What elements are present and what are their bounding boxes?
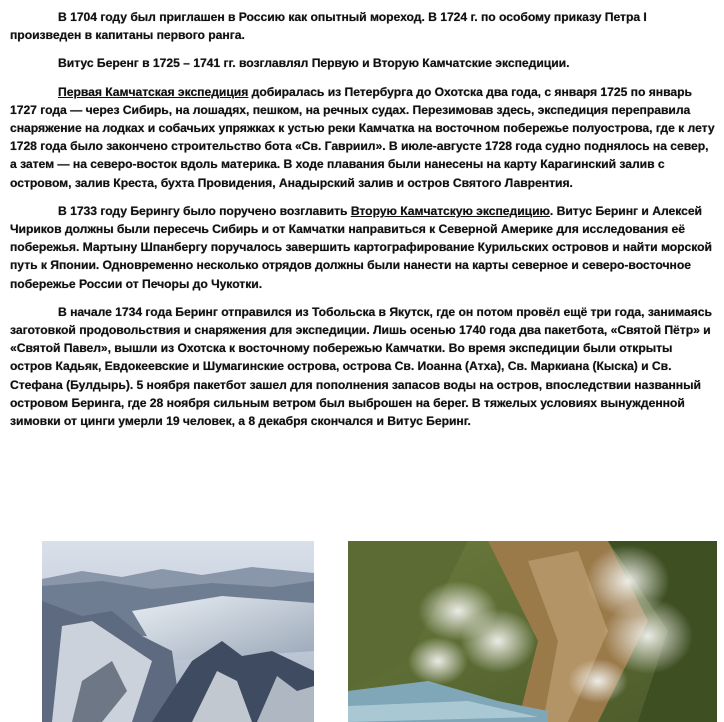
- paragraph-2: Витус Беренг в 1725 – 1741 гг. возглавлял Первую и Вторую Камчатские экспедиции.: [58, 56, 570, 71]
- paragraph-1: В 1704 году был приглашен в Россию как опытный мореход. В 1724 г. по особому приказу Петра I произведен в капитаны первого ранга.: [10, 10, 647, 43]
- paragraph-5: В начале 1734 года Беринг отправился из Тобольска в Якутск, где он потом провёл ещё три года, занимаясь заготовкой продовольствия и снаряжения для экспедиции. Лишь осенью 1740 года два пакетбота, «Святой Пётр» и «Святой Павел», вышли из Охотска к восточному побережью Камчатки. Во время экспедиции были открыты остров Кадьяк, Евдокеевские и Шумагинские острова, острова Св. Иоанна (Атха), Св. Маркиана (Кыска) и Св. Стефана (Булдырь). 5 ноября пакетбот зашел для пополнения запасов воды на остров, впоследствии названный островом Беринга, где 28 ноября сильным ветром был выброшен на берег. В тяжелых условиях вынужденной зимовки от цинги умерли 19 человек, а 8 декабря скончался и Витус Беринг.: [10, 304, 712, 429]
- second-expedition-link[interactable]: Вторую Камчатскую экспедицию: [350, 203, 550, 218]
- paragraph-4-start: В 1733 году Берингу было поручено возглавить: [58, 203, 351, 218]
- paragraph-4: [10, 202, 716, 293]
- mountains-photo: [42, 541, 314, 722]
- first-expedition-link[interactable]: Первая Камчатская экспедиция: [58, 84, 249, 99]
- geysers-photo: [348, 541, 717, 722]
- geysers-image: [348, 541, 717, 722]
- mountains-image: [42, 541, 314, 722]
- paragraph-3: [10, 83, 716, 192]
- paragraph-4-text: . Витус Беринг и Алексей Чириков должны были пересечь Сибирь и от Камчатки направиться к Северной Америке для исследования её побережья. Мартыну Шпанбергу поручалось завершить картографирование Курильских островов и найти морской путь к Японии. Одновременно несколько отрядов должны были нанести на карты северное и северо-восточное побережье России от Печоры до Чукотки.: [10, 203, 712, 291]
- document-body: [10, 8, 716, 440]
- paragraph-3-text: добиралась из Петербурга до Охотска два года, с января 1725 по январь 1727 года — через Сибирь, на лошадях, пешком, на речных судах. Перезимовав здесь, экспедиция переправила снаряжение на лодках и собачьих упряжках к устью реки Камчатка на восточном побережье полуострова, где к лету 1728 года было закончено строительство бота «Св. Гавриил». В июле-августе 1728 года судно поднялось на север, а затем — на северо-восток вдоль материка. В ходе плавания были нанесены на карту Карагинский залив с островом, залив Креста, бухта Провидения, Анадырский залив и остров Святого Лаврентия.: [10, 84, 715, 190]
